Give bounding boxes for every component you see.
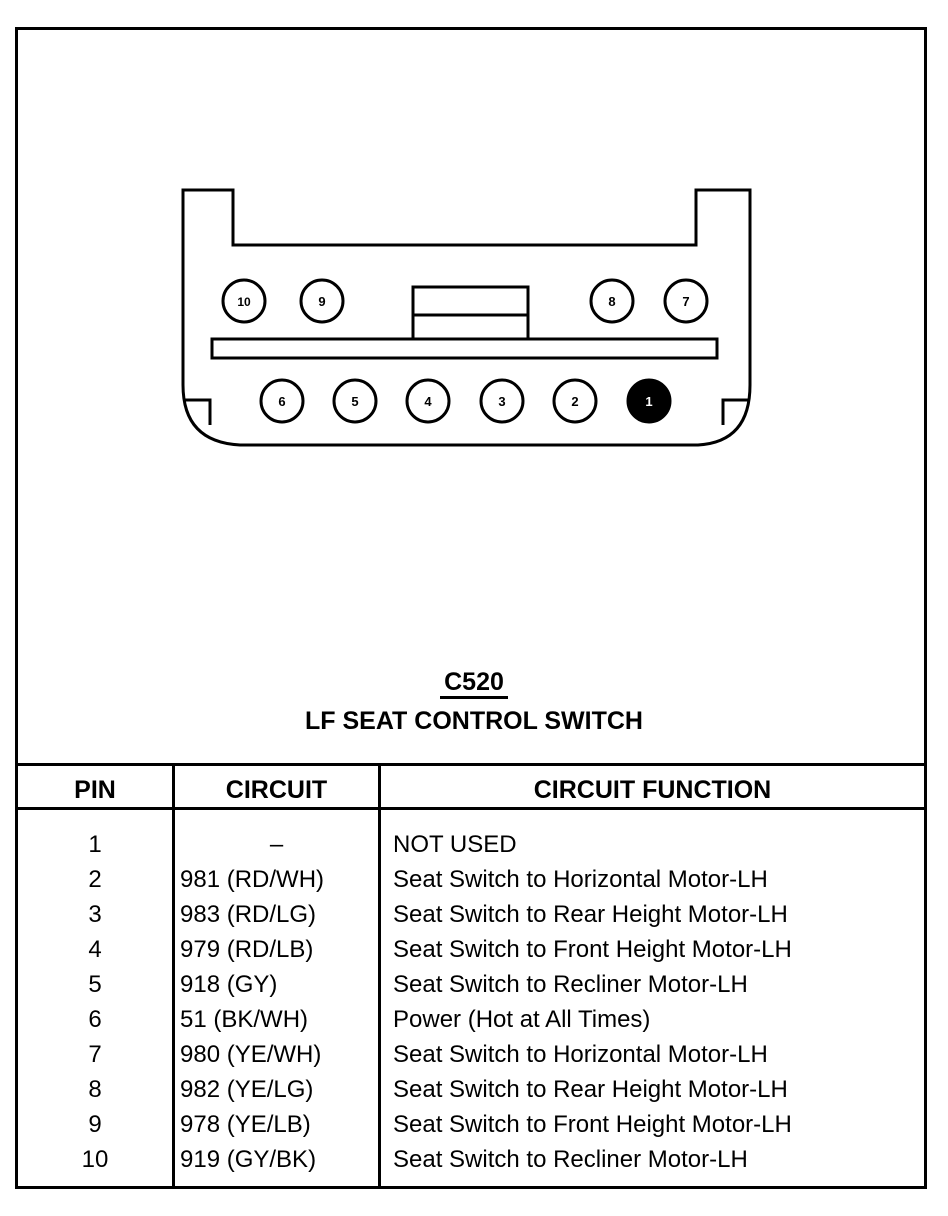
pin-number: 9 [88, 1111, 102, 1138]
circuit-id: – [269, 831, 284, 858]
pin-cavity-2 [554, 380, 596, 422]
pin-table-body [18, 827, 924, 1177]
header-circuit-function: CIRCUIT FUNCTION [533, 776, 772, 804]
pin-label: 6 [278, 394, 286, 409]
pin-number: 10 [81, 1146, 109, 1173]
circuit-function: Power (Hot at All Times) [393, 1006, 651, 1033]
table-row [18, 967, 924, 1002]
pin-label: 5 [351, 394, 359, 409]
connector-part-number [18, 668, 930, 697]
table-top-divider [18, 763, 924, 766]
table-row [18, 1107, 924, 1142]
circuit-function: NOT USED [393, 831, 517, 858]
circuit-function: Seat Switch to Recliner Motor-LH [393, 971, 748, 998]
table-row [18, 932, 924, 967]
pin-number: 4 [88, 936, 102, 963]
circuit-id: 979 (RD/LB) [180, 936, 314, 963]
circuit-function: Seat Switch to Rear Height Motor-LH [393, 1076, 788, 1103]
connector-latch-lower [413, 315, 528, 339]
pin-number: 7 [88, 1041, 102, 1068]
table-row [18, 897, 924, 932]
table-row [18, 862, 924, 897]
table-row [18, 1142, 924, 1177]
pin-cavity-8 [591, 280, 633, 322]
pin-label: 3 [498, 394, 506, 409]
diagram-frame [15, 27, 927, 1189]
pin-cavity-3 [481, 380, 523, 422]
circuit-function: Seat Switch to Horizontal Motor-LH [393, 866, 768, 893]
connector-diagram [18, 30, 930, 765]
pin-label: 8 [608, 294, 616, 309]
circuit-id: 980 (YE/WH) [180, 1041, 322, 1068]
pin-cavity-6 [261, 380, 303, 422]
circuit-id: 983 (RD/LG) [180, 901, 317, 928]
circuit-id: 981 (RD/WH) [180, 866, 325, 893]
header-pin: PIN [74, 776, 116, 804]
circuit-id: 918 (GY) [180, 971, 278, 998]
pins-bottom-row [261, 380, 670, 422]
pin-label: 7 [682, 294, 690, 309]
pin-cavity-5 [334, 380, 376, 422]
circuit-id: 51 (BK/WH) [180, 1006, 309, 1033]
pin-cavity-1 [628, 380, 670, 422]
connector-separator-bar [212, 339, 717, 358]
pin-label: 1 [645, 394, 653, 409]
table-row [18, 1072, 924, 1107]
circuit-function: Seat Switch to Rear Height Motor-LH [393, 901, 788, 928]
connector-name: LF SEAT CONTROL SWITCH [305, 707, 643, 735]
connector-latch-upper [413, 287, 528, 315]
header-circuit: CIRCUIT [225, 776, 328, 804]
pin-cavity-10 [223, 280, 265, 322]
circuit-function: Seat Switch to Front Height Motor-LH [393, 1111, 792, 1138]
circuit-id: 982 (YE/LG) [180, 1076, 314, 1103]
pin-number: 5 [88, 971, 102, 998]
connector-part-number-text: C520 [440, 668, 508, 699]
table-row [18, 1037, 924, 1072]
pin-number: 1 [88, 831, 102, 858]
pin-number: 6 [88, 1006, 102, 1033]
circuit-function: Seat Switch to Recliner Motor-LH [393, 1146, 748, 1173]
pin-label: 2 [571, 394, 579, 409]
pin-label: 9 [318, 294, 326, 309]
circuit-id: 919 (GY/BK) [180, 1146, 317, 1173]
table-row [18, 827, 924, 862]
table-row [18, 1002, 924, 1037]
circuit-id: 978 (YE/LB) [180, 1111, 311, 1138]
pin-number: 2 [88, 866, 102, 893]
pin-cavity-9 [301, 280, 343, 322]
circuit-function: Seat Switch to Horizontal Motor-LH [393, 1041, 768, 1068]
pin-cavity-4 [407, 380, 449, 422]
pin-label: 4 [424, 394, 432, 409]
pin-number: 3 [88, 901, 102, 928]
circuit-function: Seat Switch to Front Height Motor-LH [393, 936, 792, 963]
header-rule [18, 807, 924, 810]
pin-cavity-7 [665, 280, 707, 322]
pin-number: 8 [88, 1076, 102, 1103]
pin-label: 10 [237, 295, 251, 309]
